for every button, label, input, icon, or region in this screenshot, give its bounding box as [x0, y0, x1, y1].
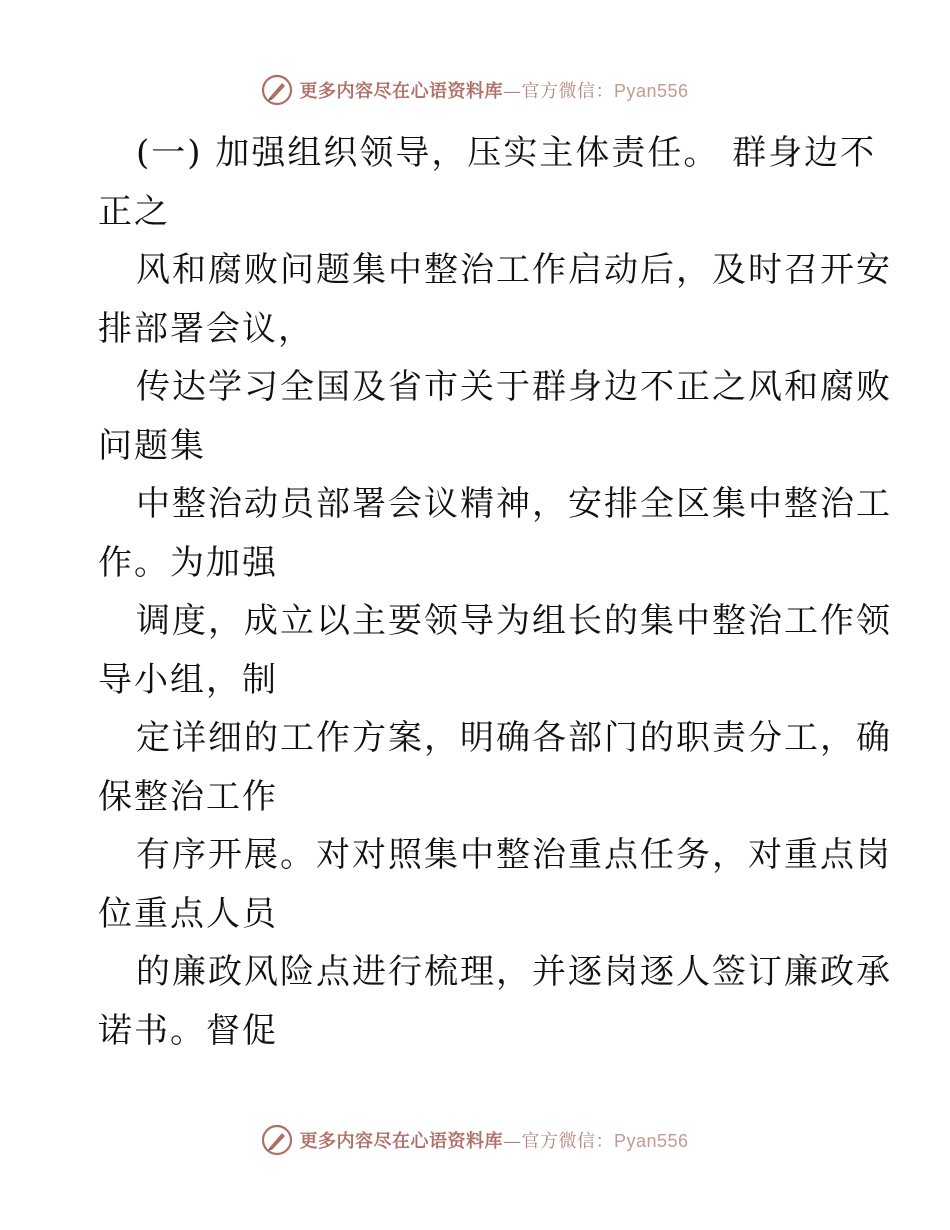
text-line: 的廉政风险点进行梳理，并逐岗逐人签订廉政承: [136, 952, 892, 992]
footer-watermark: [0, 1122, 950, 1158]
document-body: [98, 124, 892, 1060]
watermark-text: [299, 1127, 688, 1153]
text-line: 作。为加强: [98, 542, 278, 583]
text-line: 保整治工作: [98, 776, 278, 817]
text-line: 诺书。督促: [98, 1010, 278, 1051]
text-line: 风和腐败问题集中整治工作启动后，及时召开安: [136, 250, 892, 290]
text-line: 正之: [98, 191, 170, 232]
watermark-handle: Pyan556: [613, 81, 689, 101]
text-line: 中整治动员部署会议精神，安排全区集中整治工: [136, 484, 892, 524]
watermark-brand: 更多内容尽在心语资料库: [299, 1131, 503, 1152]
text-line: (一) 加强组织领导，压实主体责任。 群身边不: [136, 133, 877, 173]
watermark-contact-label: 官方微信：: [521, 1131, 614, 1152]
watermark-contact-label: 官方微信：: [521, 81, 614, 102]
watermark-separator: —: [502, 81, 522, 102]
text-line: 有序开展。对对照集中整治重点任务，对重点岗: [136, 835, 892, 875]
watermark-separator: —: [502, 1131, 522, 1152]
watermark-brand: 更多内容尽在心语资料库: [299, 81, 503, 102]
pen-logo-icon: [261, 74, 293, 106]
text-line: 传达学习全国及省市关于群身边不正之风和腐败: [136, 367, 892, 407]
text-line: 导小组，制: [98, 659, 278, 700]
text-line: 问题集: [98, 425, 206, 466]
watermark-handle: Pyan556: [613, 1131, 689, 1151]
text-line: 位重点人员: [98, 893, 278, 934]
text-line: 排部署会议，: [98, 308, 314, 349]
watermark-text: [299, 77, 688, 103]
text-line: 调度，成立以主要领导为组长的集中整治工作领: [136, 601, 892, 641]
text-line: 定详细的工作方案，明确各部门的职责分工，确: [136, 718, 892, 758]
header-watermark: [0, 72, 950, 108]
pen-logo-icon: [261, 1124, 293, 1156]
